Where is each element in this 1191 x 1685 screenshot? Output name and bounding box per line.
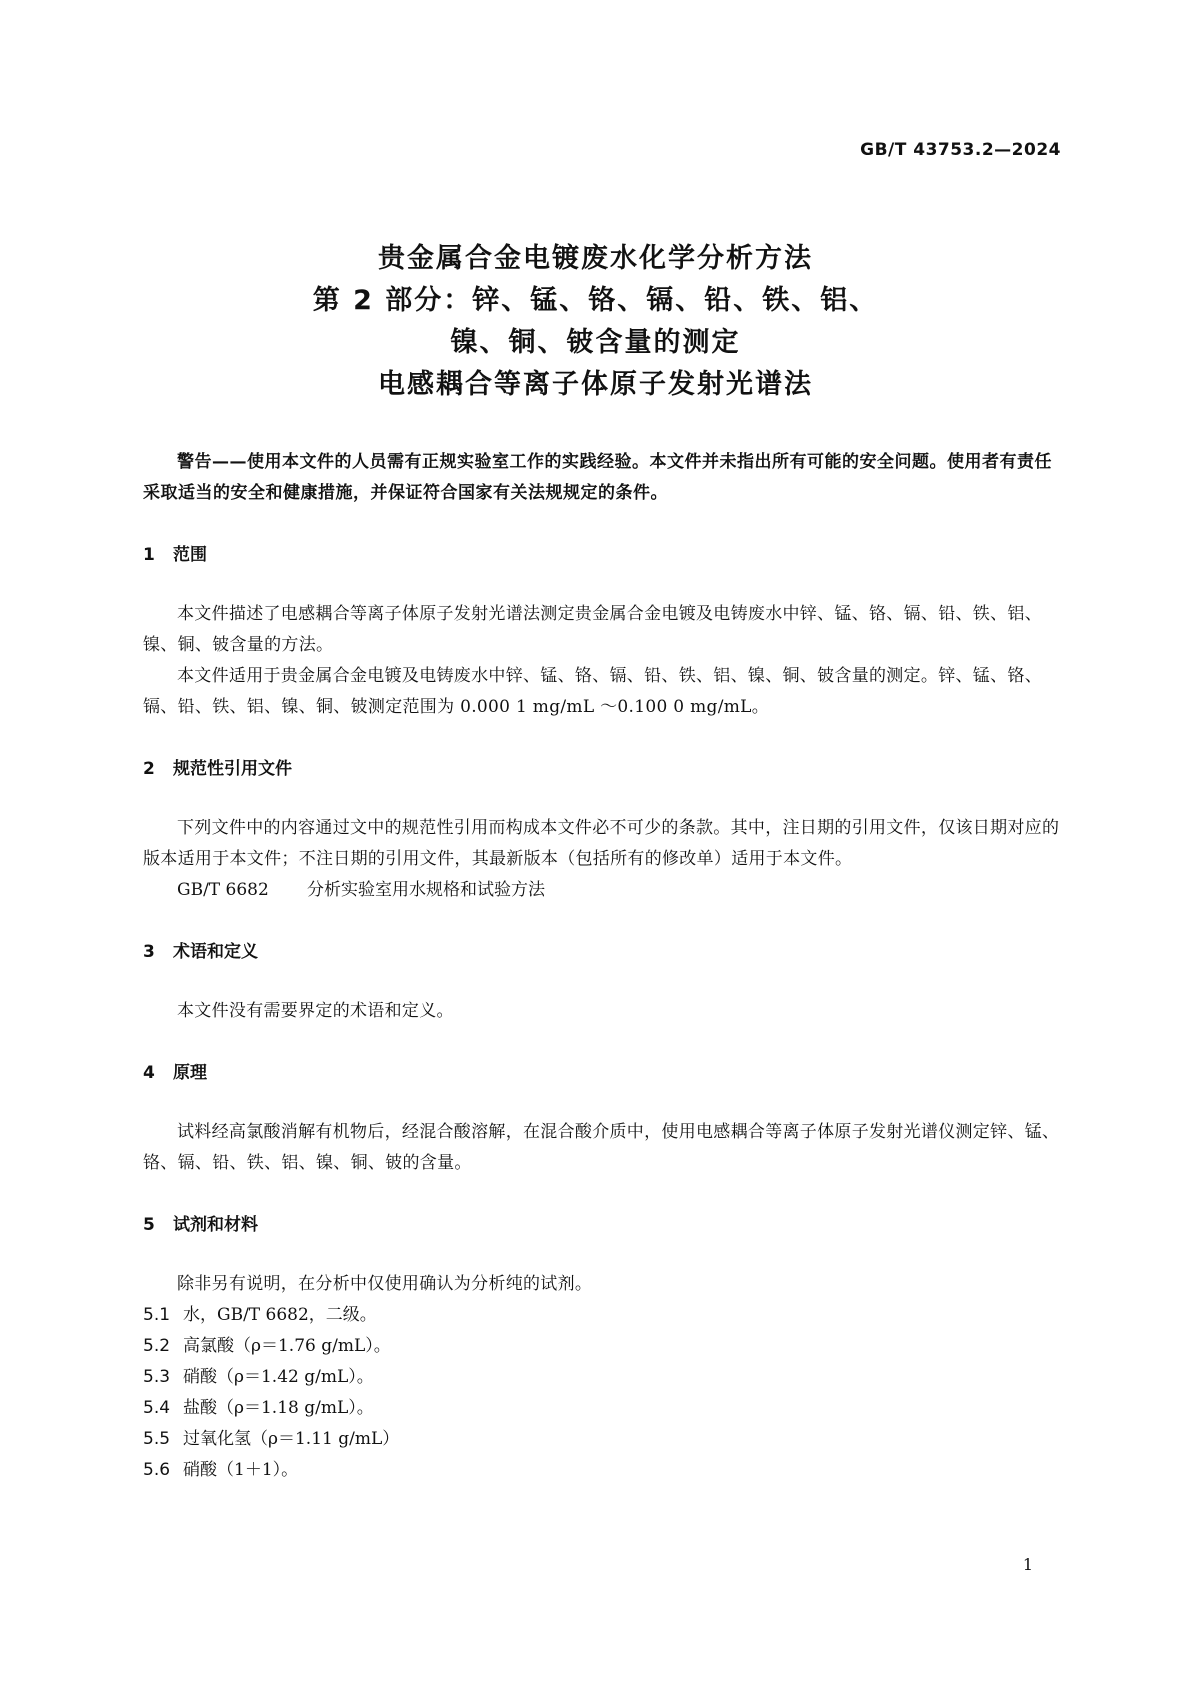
safety-warning: 警告——使用本文件的人员需有正规实验室工作的实践经验。本文件并未指出所有可能的安全问题。使用者有责任采取适当的安全和健康措施，并保证符合国家有关法规规定的条件。 xyxy=(143,452,1052,503)
principle-paragraph: 试料经高氯酸消解有机物后，经混合酸溶解，在混合酸介质中，使用电感耦合等离子体原子发射光谱仪测定锌、锰、铬、镉、铅、铁、铝、镍、铜、铍的含量。 xyxy=(143,1122,1060,1173)
title-line-1: 贵金属合金电镀废水化学分析方法 xyxy=(378,243,813,274)
reagent-item xyxy=(143,1393,1063,1424)
normative-reference xyxy=(143,875,1063,906)
title-line-2: 第 2 部分：锌、锰、铬、镉、铅、铁、铝、 xyxy=(312,285,879,316)
reagent-item xyxy=(143,1331,1063,1362)
item-number: 5.6 xyxy=(143,1460,171,1480)
section-number: 1 xyxy=(143,545,155,565)
section-heading-terms xyxy=(143,938,1063,966)
section-title: 规范性引用文件 xyxy=(173,759,292,779)
title-line-4: 电感耦合等离子体原子发射光谱法 xyxy=(378,369,813,400)
item-text: 水，GB/T 6682，二级。 xyxy=(183,1305,377,1325)
document-body xyxy=(143,447,1063,1486)
item-text: 硝酸（ρ＝1.42 g/mL）。 xyxy=(183,1367,374,1387)
document-title xyxy=(0,238,1191,406)
normative-paragraph: 下列文件中的内容通过文中的规范性引用而构成本文件必不可少的条款。其中，注日期的引用文件，仅该日期对应的版本适用于本文件；不注日期的引用文件，其最新版本（包括所有的修改单）适用于本文件。 xyxy=(143,818,1060,869)
section-title: 试剂和材料 xyxy=(173,1215,258,1235)
section-heading-scope xyxy=(143,541,1063,569)
section-number: 5 xyxy=(143,1215,155,1235)
reference-title: 分析实验室用水规格和试验方法 xyxy=(307,880,545,900)
terms-paragraph: 本文件没有需要界定的术语和定义。 xyxy=(177,1001,454,1021)
standard-code: GB/T 43753.2—2024 xyxy=(860,140,1061,160)
item-number: 5.1 xyxy=(143,1305,171,1325)
section-heading-reagents xyxy=(143,1211,1063,1239)
title-line-3: 镍、铜、铍含量的测定 xyxy=(450,327,741,358)
reagent-item xyxy=(143,1300,1063,1331)
section-number: 4 xyxy=(143,1063,155,1083)
page-number: 1 xyxy=(1022,1555,1033,1574)
section-title: 原理 xyxy=(173,1063,207,1083)
item-number: 5.4 xyxy=(143,1398,171,1418)
reagent-item xyxy=(143,1455,1063,1486)
reference-code: GB/T 6682 xyxy=(177,880,269,900)
scope-paragraph-2: 本文件适用于贵金属合金电镀及电铸废水中锌、锰、铬、镉、铅、铁、铝、镍、铜、铍含量的测定。锌、锰、铬、镉、铅、铁、铝、镍、铜、铍测定范围为 0.000 1 mg/mL ～0.100 0 mg/mL。 xyxy=(143,666,1042,717)
section-title: 范围 xyxy=(173,545,207,565)
reagent-item xyxy=(143,1424,1063,1455)
reagents-intro: 除非另有说明，在分析中仅使用确认为分析纯的试剂。 xyxy=(177,1274,593,1294)
item-number: 5.5 xyxy=(143,1429,171,1449)
item-text: 高氯酸（ρ＝1.76 g/mL）。 xyxy=(183,1336,391,1356)
reagent-item xyxy=(143,1362,1063,1393)
item-number: 5.2 xyxy=(143,1336,171,1356)
item-text: 过氧化氢（ρ＝1.11 g/mL） xyxy=(183,1429,400,1449)
section-title: 术语和定义 xyxy=(173,942,258,962)
item-text: 硝酸（1＋1）。 xyxy=(183,1460,299,1480)
section-number: 2 xyxy=(143,759,155,779)
section-number: 3 xyxy=(143,942,155,962)
section-heading-normative xyxy=(143,755,1063,783)
section-heading-principle xyxy=(143,1059,1063,1087)
item-text: 盐酸（ρ＝1.18 g/mL）。 xyxy=(183,1398,374,1418)
item-number: 5.3 xyxy=(143,1367,171,1387)
scope-paragraph-1: 本文件描述了电感耦合等离子体原子发射光谱法测定贵金属合金电镀及电铸废水中锌、锰、铬、镉、铅、铁、铝、镍、铜、铍含量的方法。 xyxy=(143,604,1042,655)
